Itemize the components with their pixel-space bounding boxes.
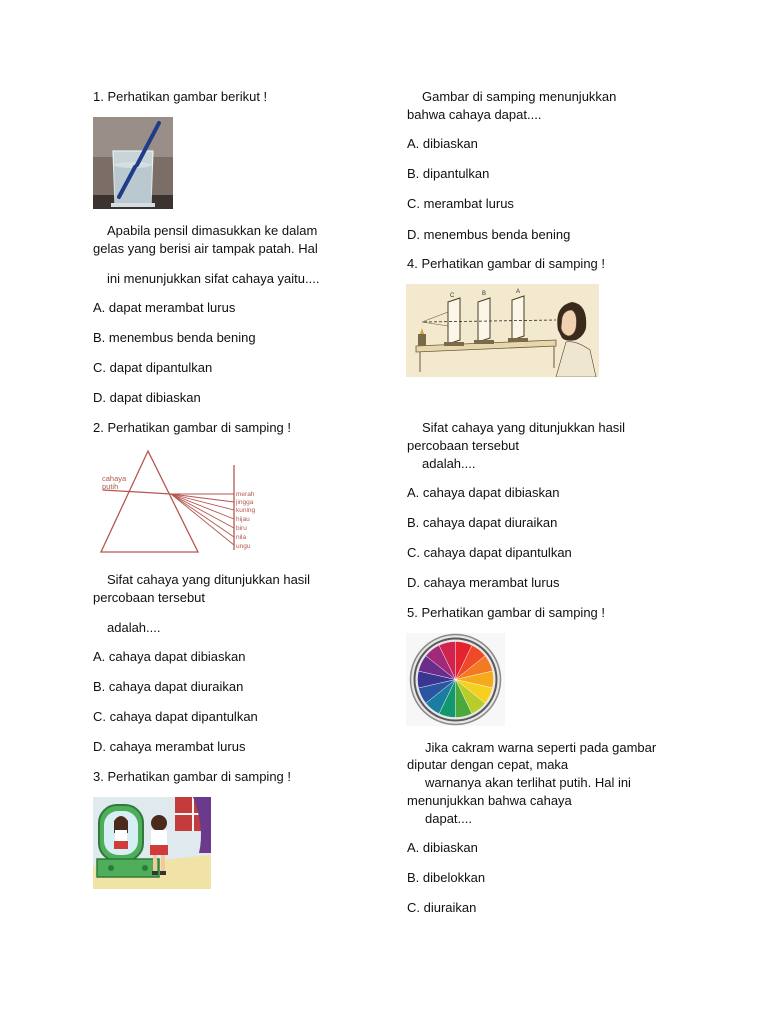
label-color-1: merah [236, 491, 255, 498]
q4-title: 4. Perhatikan gambar di samping ! [407, 256, 605, 271]
q1-stem-line3: ini menunjukkan sifat cahaya yaitu.... [107, 271, 320, 286]
q1-option-d[interactable]: D. dapat dibiaskan [93, 390, 201, 405]
q4-stem-line3: adalah.... [422, 456, 476, 471]
q5-stem-line3: warnanya akan terlihat putih. Hal ini [425, 775, 631, 790]
q5-stem-line5: dapat.... [425, 811, 472, 826]
q2-stem-line1: Sifat cahaya yang ditunjukkan hasil [107, 572, 311, 587]
q4-stem-line1: Sifat cahaya yang ditunjukkan hasil [422, 420, 626, 435]
q2-title: 2. Perhatikan gambar di samping ! [93, 420, 291, 435]
q5-option-b[interactable]: B. dibelokkan [407, 870, 486, 885]
q1-option-a[interactable]: A. dapat merambat lurus [93, 300, 236, 315]
pencil-in-glass-image [93, 117, 173, 209]
q4-stem-line2: percobaan tersebut [407, 438, 520, 453]
q4-option-a[interactable]: A. cahaya dapat dibiaskan [407, 485, 560, 500]
q1-title: 1. Perhatikan gambar berikut ! [93, 89, 268, 104]
q5-stem-line1: Jika cakram warna seperti pada gambar [425, 740, 657, 755]
q1-option-b[interactable]: B. menembus benda bening [93, 330, 256, 345]
q4-option-d[interactable]: D. cahaya merambat lurus [407, 575, 560, 590]
q3-title: 3. Perhatikan gambar di samping ! [93, 769, 291, 784]
q1-stem-line2: gelas yang berisi air tampak patah. Hal [93, 241, 318, 256]
q5-option-a[interactable]: A. dibiaskan [407, 840, 478, 855]
label-cahaya: cahaya [102, 474, 127, 483]
q2-stem-line3: adalah.... [107, 620, 161, 635]
label-screen-b: B [482, 291, 487, 297]
prism-shape [101, 451, 198, 552]
label-color-5: biru [236, 525, 247, 532]
label-color-4: hijau [236, 516, 250, 523]
label-screen-c: C [450, 293, 455, 299]
q3-option-a[interactable]: A. dibiaskan [407, 136, 478, 151]
q4-option-b[interactable]: B. cahaya dapat diuraikan [407, 515, 558, 530]
label-screen-a: A [516, 289, 521, 295]
q3-option-c[interactable]: C. merambat lurus [407, 196, 514, 211]
q5-stem-line2: diputar dengan cepat, maka [407, 757, 569, 772]
q2-option-b[interactable]: B. cahaya dapat diuraikan [93, 679, 244, 694]
label-color-7: ungu [236, 543, 251, 550]
q2-stem-line2: percobaan tersebut [93, 590, 206, 605]
q1-option-c[interactable]: C. dapat dipantulkan [93, 360, 213, 375]
q5-title: 5. Perhatikan gambar di samping ! [407, 605, 605, 620]
q2-option-c[interactable]: C. cahaya dapat dipantulkan [93, 709, 258, 724]
label-color-2: jingga [236, 499, 254, 506]
label-color-6: nila [236, 534, 247, 541]
q3-stem-line1: Gambar di samping menunjukkan [422, 89, 617, 104]
label-color-3: kuning [236, 507, 256, 514]
q2-option-d[interactable]: D. cahaya merambat lurus [93, 739, 246, 754]
color-wheel-image [406, 633, 505, 726]
q3-option-b[interactable]: B. dipantulkan [407, 166, 490, 181]
q1-stem-line1: Apabila pensil dimasukkan ke dalam [107, 223, 318, 238]
q3-stem-line2: bahwa cahaya dapat.... [407, 107, 542, 122]
mirror-reflection-image [93, 797, 211, 889]
light-straight-line-experiment-image [406, 284, 599, 377]
label-putih: putih [102, 482, 119, 491]
q2-option-a[interactable]: A. cahaya dapat dibiaskan [93, 649, 246, 664]
q3-option-d[interactable]: D. menembus benda bening [407, 227, 571, 242]
q5-stem-line4: menunjukkan bahwa cahaya [407, 793, 572, 808]
prism-dispersion-diagram [93, 446, 265, 556]
q5-option-c[interactable]: C. diuraikan [407, 900, 477, 915]
q4-option-c[interactable]: C. cahaya dapat dipantulkan [407, 545, 572, 560]
